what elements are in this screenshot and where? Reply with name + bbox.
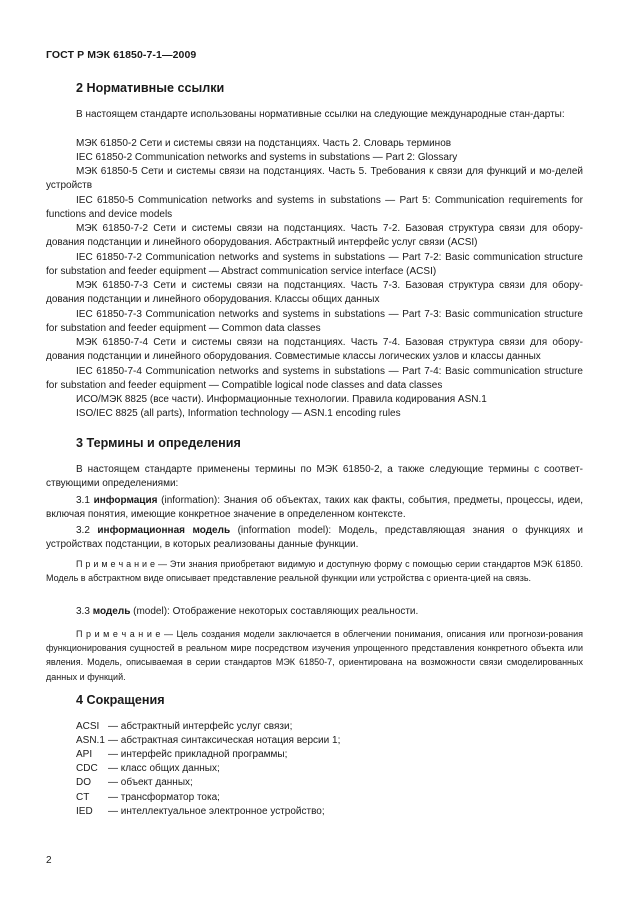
abbreviation-item <box>76 734 340 748</box>
abbreviation-item <box>76 805 325 819</box>
abbreviation-code: ACSI <box>76 721 100 732</box>
abbreviation-text: — абстрактный интерфейс услуг связи; <box>108 721 293 732</box>
document-header: ГОСТ Р МЭК 61850-7-1—2009 <box>46 49 197 61</box>
note-text: — Цель создания модели заключается в облегчении понимания, описания или прогнози-рования функционирования сущностей в реальном мире посредством изучения упрощенного представления конкретного объекта или явления. Модель, описываемая в серии стандартов МЭК 61850-7, ориентирована на возможности связи смоделированных данных и функций. <box>46 629 583 682</box>
page-number: 2 <box>46 855 52 866</box>
term-name: информационная модель <box>97 525 231 536</box>
term-name: модель <box>92 606 131 617</box>
reference-item: IEC 61850-7-2 Communication networks and systems in substations — Part 7-2: Basic communication structure for substation and feeder equipment — Abstract communication service interface (ACSI) <box>46 252 583 278</box>
abbreviation-item <box>76 776 193 790</box>
abbreviation-text: — класс общих данных; <box>108 763 220 774</box>
reference-item: МЭК 61850-7-2 Сети и системы связи на подстанциях. Часть 7-2. Базовая структура связи для обору-дования подстанции и линейного оборудования. Абстрактный интерфейс услуг связи (ACSI) <box>46 223 583 249</box>
abbreviation-code: CT <box>76 792 90 803</box>
abbreviation-code: ASN.1 <box>76 735 105 746</box>
section-3-heading: 3 Термины и определения <box>76 436 241 450</box>
abbreviation-text: — интеллектуальное электронное устройство; <box>108 806 325 817</box>
section-2-intro: В настоящем стандарте использованы нормативные ссылки на следующие международные стан-дарты: <box>76 109 565 120</box>
reference-item: ISO/IEC 8825 (all parts), Information technology — ASN.1 encoding rules <box>76 408 401 419</box>
reference-item: МЭК 61850-2 Сети и системы связи на подстанциях. Часть 2. Словарь терминов <box>76 138 452 149</box>
term-definition <box>46 494 583 522</box>
abbreviation-item <box>76 762 220 776</box>
abbreviation-code: CDC <box>76 763 98 774</box>
note <box>46 627 583 684</box>
note <box>46 557 583 585</box>
term-definition <box>46 605 583 619</box>
reference-item: IEC 61850-7-3 Communication networks and systems in substations — Part 7-3: Basic communication structure for substation and feeder equipment — Common data classes <box>46 309 583 335</box>
abbreviation-text: — абстрактная синтаксическая нотация версии 1; <box>108 735 341 746</box>
reference-item: МЭК 61850-5 Сети и системы связи на подстанциях. Часть 5. Требования к связи для функций и мо-делей устройств <box>46 166 583 192</box>
term-name: информация <box>93 495 158 506</box>
note-label: П р и м е ч а н и е <box>76 559 156 569</box>
section-2-heading: 2 Нормативные ссылки <box>76 81 225 95</box>
reference-item: IEC 61850-7-4 Communication networks and systems in substations — Part 7-4: Basic communication structure for substation and feeder equipment — Compatible logical node classes and data classes <box>46 366 583 392</box>
reference-item: IEC 61850-5 Communication networks and systems in substations — Part 5: Communication requirements for functions and device models <box>46 195 583 221</box>
term-number: 3.1 <box>76 495 90 506</box>
reference-item: МЭК 61850-7-3 Сети и системы связи на подстанциях. Часть 7-3. Базовая структура связи для обору-дования подстанции и линейного оборудования. Классы общих данных <box>46 280 583 306</box>
term-text: (information): Знания об объектах, таких как факты, события, предметы, процессы, идеи, включая понятия, имеющие конкретное значение в определенном контексте. <box>46 495 583 521</box>
term-definition <box>46 524 583 552</box>
abbreviation-item <box>76 791 220 805</box>
abbreviation-text: — трансформатор тока; <box>108 792 220 803</box>
term-text: (model): Отображение некоторых составляющих реальности. <box>130 606 419 617</box>
abbreviation-code: DO <box>76 777 91 788</box>
reference-item: IEC 61850-2 Communication networks and systems in substations — Part 2: Glossary <box>76 152 458 163</box>
note-label: П р и м е ч а н и е <box>76 629 161 639</box>
abbreviation-item <box>76 720 292 734</box>
section-3-intro: В настоящем стандарте применены термины по МЭК 61850-2, а также следующие термины с соответ-ствующими определениями: <box>46 464 583 490</box>
term-text: (information model): Модель, представляющая знания о функциях и устройствах подстанции, в которых реализованы данные функции. <box>46 525 584 551</box>
abbreviation-code: API <box>76 749 93 760</box>
reference-item: МЭК 61850-7-4 Сети и системы связи на подстанциях. Часть 7-4. Базовая структура связи для обору-дования подстанции и линейного оборудования. Совместимые классы логических узлов и классы данных <box>46 337 583 363</box>
abbreviation-text: — интерфейс прикладной программы; <box>108 749 288 760</box>
term-number: 3.2 <box>76 525 90 536</box>
abbreviation-text: — объект данных; <box>108 777 193 788</box>
abbreviation-code: IED <box>76 806 93 817</box>
section-4-heading: 4 Сокращения <box>76 693 165 707</box>
reference-item: ИСО/МЭК 8825 (все части). Информационные технологии. Правила кодирования ASN.1 <box>76 394 487 405</box>
abbreviation-item <box>76 748 287 762</box>
note-text: — Эти знания приобретают видимую и доступную форму с помощью серии стандартов МЭК 61850. Модель в абстрактном виде описывает представление реальной функции или устройства с ориента-цией на связь. <box>46 559 584 584</box>
term-number: 3.3 <box>76 606 90 617</box>
